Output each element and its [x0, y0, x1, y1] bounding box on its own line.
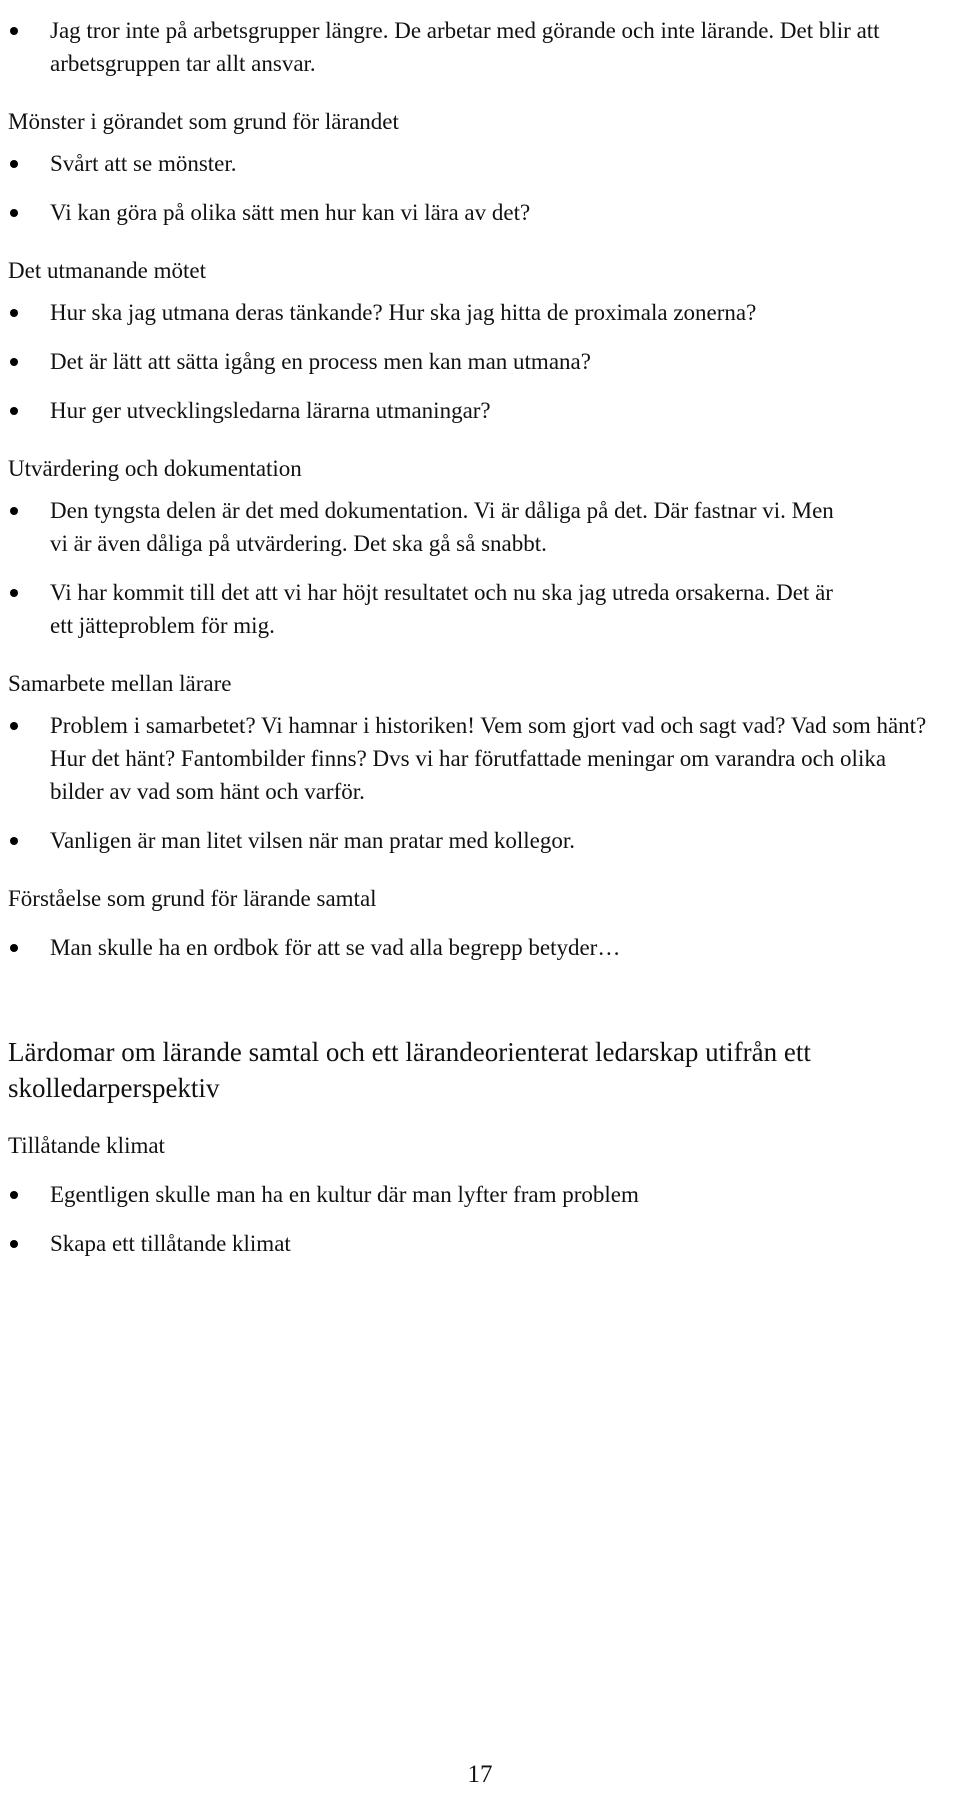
list-item-text: Hur ska jag utmana deras tänkande? Hur ska jag hitta de proximala zonerna? — [50, 300, 757, 325]
list-item — [8, 1227, 956, 1260]
list-item — [8, 296, 956, 329]
bullet-icon — [10, 944, 18, 952]
bullet-list-utvardering — [8, 494, 956, 642]
bullet-icon — [10, 27, 18, 35]
bullet-icon — [10, 1191, 18, 1199]
list-item — [8, 576, 956, 642]
list-item-text: Svårt att se mönster. — [50, 151, 237, 176]
bullet-icon — [10, 507, 18, 515]
bullet-icon — [10, 160, 18, 168]
list-item — [8, 14, 956, 80]
list-item-text: Den tyngsta delen är det med dokumentation. Vi är dåliga på det. Där fastnar vi. Men vi är även dåliga på utvärdering. Det ska gå så snabbt. — [50, 498, 834, 556]
list-item-text: Vanligen är man litet vilsen när man pratar med kollegor. — [50, 828, 576, 853]
list-item — [8, 709, 956, 808]
section-heading: Utvärdering och dokumentation — [8, 456, 302, 481]
list-item — [8, 931, 956, 964]
section-heading: Det utmanande mötet — [8, 258, 206, 283]
page-number: 17 — [467, 1761, 493, 1788]
bullet-list-klimat — [8, 1178, 956, 1260]
major-heading: Lärdomar om lärande samtal och ett lärandeorienterat ledarskap utifrån ett skolledarperspektiv — [8, 1037, 811, 1103]
section-heading: Tillåtande klimat — [8, 1133, 165, 1158]
bullet-icon — [10, 309, 18, 317]
list-item-text: Vi har kommit till det att vi har höjt resultatet och nu ska jag utreda orsakerna. Det är ett jätteproblem för mig. — [50, 580, 833, 638]
bullet-icon — [10, 209, 18, 217]
section-heading: Förståelse som grund för lärande samtal — [8, 886, 377, 911]
list-item-text: Vi kan göra på olika sätt men hur kan vi lära av det? — [50, 200, 531, 225]
list-item — [8, 147, 956, 180]
list-item — [8, 824, 956, 857]
bullet-list-utmanande — [8, 296, 956, 427]
section-heading: Samarbete mellan lärare — [8, 671, 232, 696]
bullet-icon — [10, 589, 18, 597]
bullet-list-monster — [8, 147, 956, 229]
bullet-icon — [10, 358, 18, 366]
list-item — [8, 394, 956, 427]
bullet-icon — [10, 407, 18, 415]
bullet-list-arbetsgrupper — [8, 14, 956, 80]
list-item-text: Skapa ett tillåtande klimat — [50, 1231, 291, 1256]
document-page — [8, 0, 956, 1260]
list-item — [8, 494, 956, 560]
bullet-list-samarbete — [8, 709, 956, 857]
list-item-text: Man skulle ha en ordbok för att se vad alla begrepp betyder… — [50, 935, 621, 960]
spacer — [8, 0, 956, 14]
list-item-text: Det är lätt att sätta igång en process men kan man utmana? — [50, 349, 591, 374]
section-heading: Mönster i görandet som grund för lärandet — [8, 109, 399, 134]
list-item — [8, 1178, 956, 1211]
list-item-text: Egentligen skulle man ha en kultur där man lyfter fram problem — [50, 1182, 639, 1207]
bullet-icon — [10, 722, 18, 730]
list-item-text: Jag tror inte på arbetsgrupper längre. De arbetar med görande och inte lärande. Det blir att arbetsgruppen tar allt ansvar. — [50, 18, 880, 76]
list-item-text: Problem i samarbetet? Vi hamnar i historiken! Vem som gjort vad och sagt vad? Vad som hänt? Hur det hänt? Fantombilder finns? Dvs vi har förutfattade meningar om varandra och olika bilder av vad som hänt och varför. — [50, 713, 927, 804]
list-item — [8, 196, 956, 229]
bullet-icon — [10, 837, 18, 845]
list-item-text: Hur ger utvecklingsledarna lärarna utmaningar? — [50, 398, 491, 423]
bullet-list-forstaelse — [8, 931, 956, 964]
bullet-icon — [10, 1240, 18, 1248]
list-item — [8, 345, 956, 378]
